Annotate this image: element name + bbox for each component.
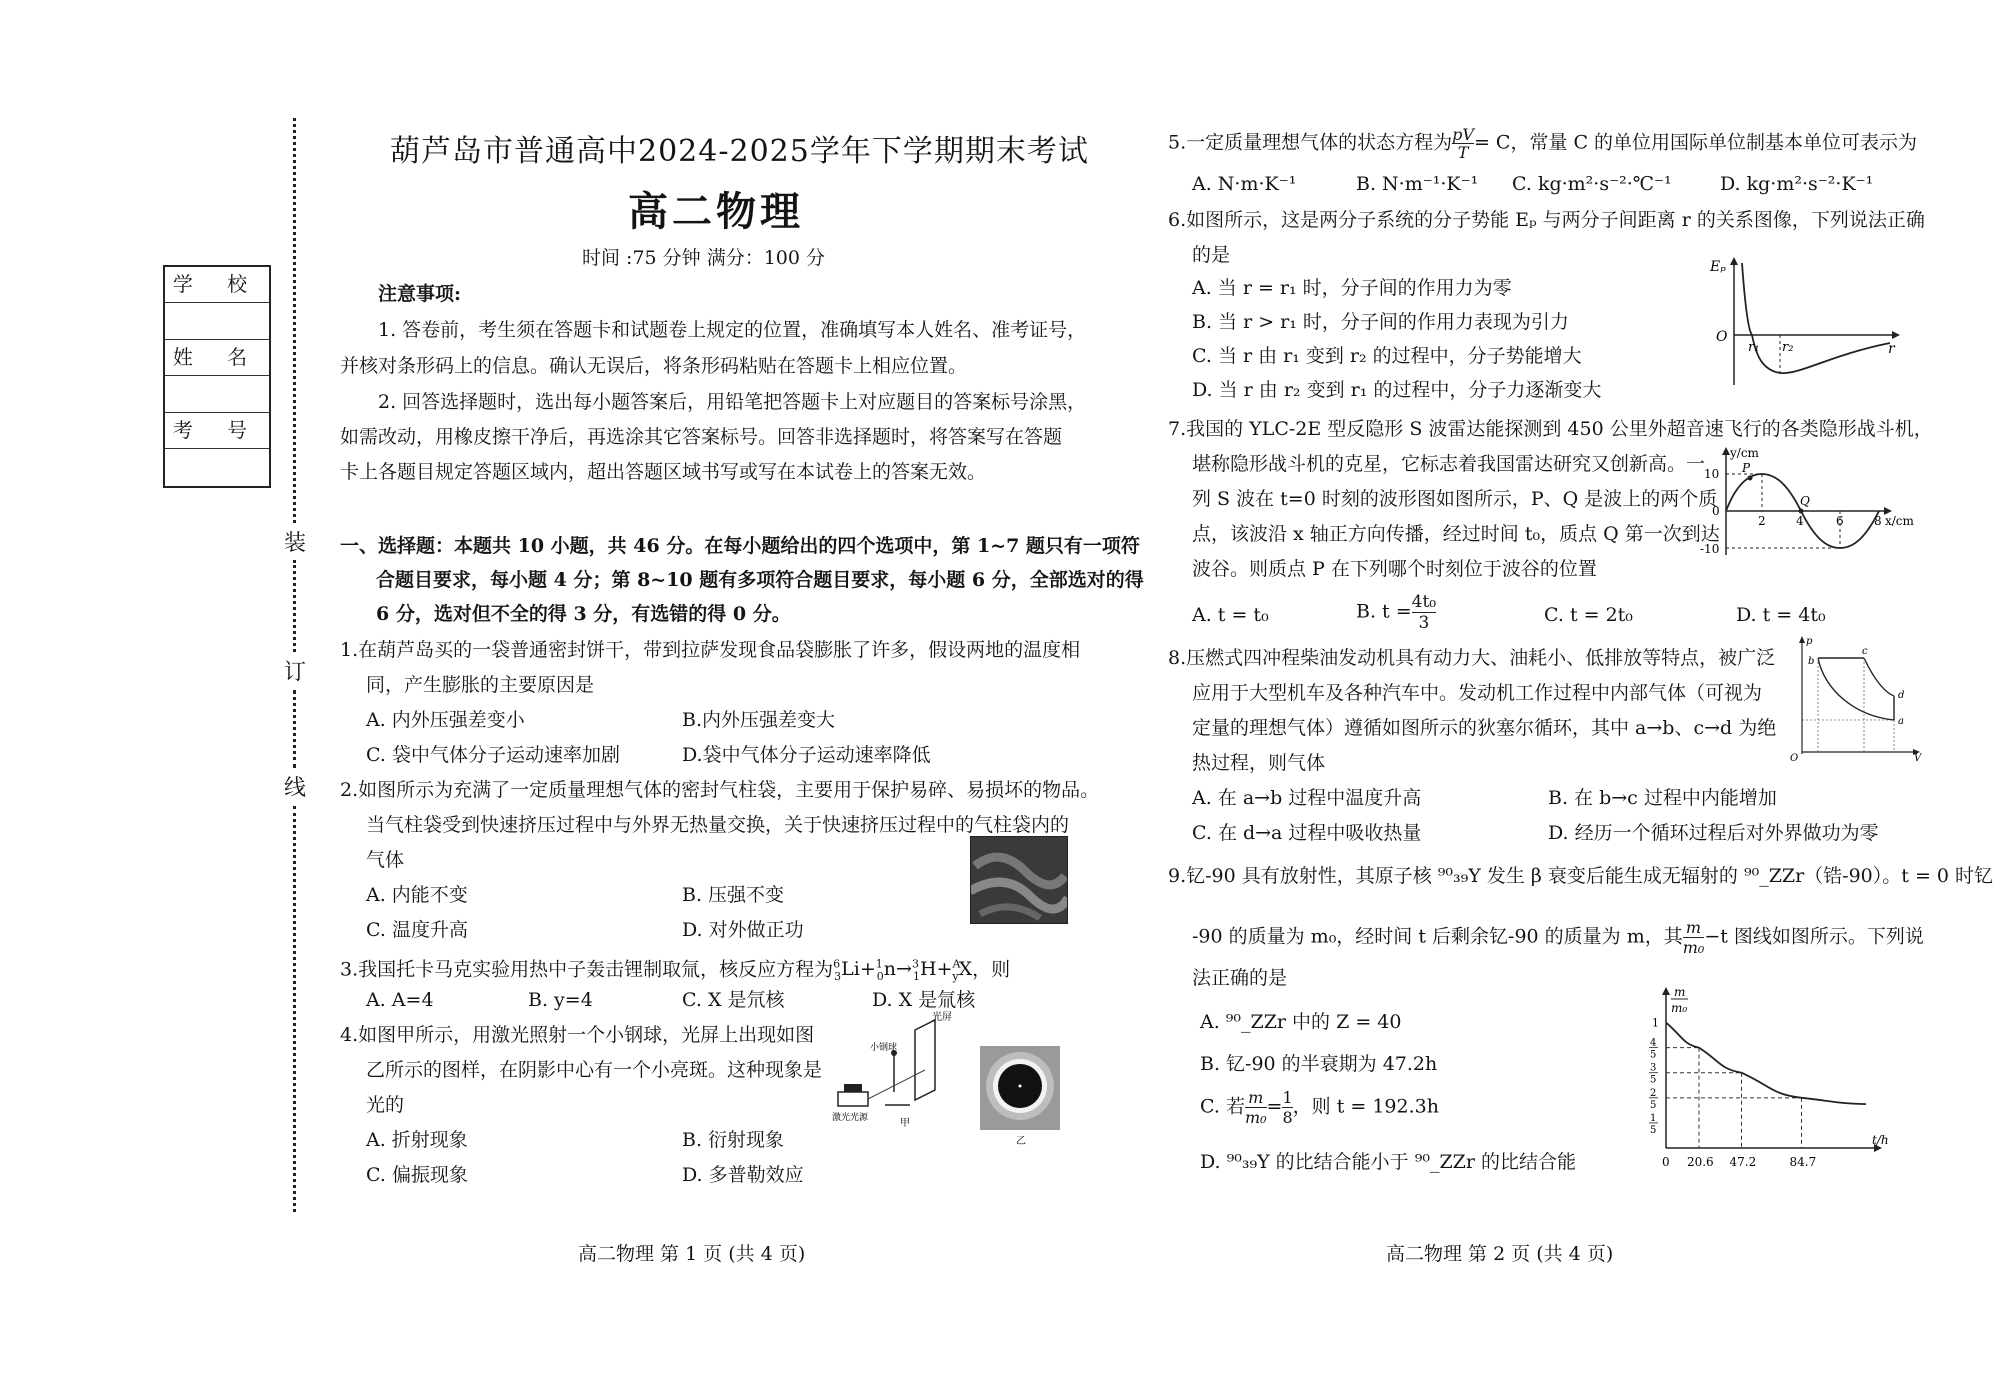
pv-p-label: p — [1806, 636, 1813, 647]
q4-option-a[interactable]: A. 折射现象 — [366, 1129, 468, 1151]
student-info-box — [163, 265, 271, 488]
pv-point-b: b — [1808, 656, 1815, 667]
q3-option-d[interactable]: D. X 是氚核 — [872, 989, 976, 1011]
q7-stem: 列 S 波在 t=0 时刻的波形图如图所示，P、Q 是波上的两个质 — [1192, 488, 1718, 510]
notice-heading: 注意事项: — [378, 283, 462, 305]
q5-frac-rhs: = C — [1473, 131, 1511, 154]
q5-frac-den: T — [1457, 143, 1469, 162]
q5-option-d[interactable]: D. kg·m²·s⁻²·K⁻¹ — [1720, 173, 1874, 195]
pv-origin-label: O — [1790, 753, 1799, 762]
q1-option-b[interactable]: B.内外压强差变大 — [682, 709, 836, 731]
section-line: 合题目要求，每小题 4 分；第 8~10 题有多项符合题目要求，每小题 6 分，全部选对的得 — [376, 569, 1144, 591]
diesel-cycle-graph — [1784, 634, 1924, 762]
q9-stem: 9.钇-90 具有放射性，其原子核 ⁹⁰₃₉Y 发生 β 衰变后能生成无辐射的 ⁹⁰_ZZr（锆-90）。t = 0 时钇 — [1168, 865, 1994, 887]
school-field[interactable] — [165, 303, 269, 340]
laser-setup-figure — [830, 1010, 970, 1130]
decay-ytick-num: 2 — [1650, 1087, 1657, 1099]
q7-stem: 点，该波沿 x 轴正方向传播，经过时间 t₀，质点 Q 第一次到达 — [1192, 523, 1720, 545]
wave-point-p: P — [1742, 461, 1751, 475]
q1-stem: 1.在葫芦岛买的一袋普通密封饼干，带到拉萨发现食品袋膨胀了许多，假设两地的温度相 — [340, 639, 1081, 661]
figure-jia-label: 甲 — [900, 1118, 910, 1129]
decay-graph — [1620, 984, 1890, 1170]
q9-c-post: ，则 t = 192.3h — [1292, 1095, 1439, 1118]
q4-stem: 乙所示的图样，在阴影中心有一个小亮斑。这种现象是 — [366, 1059, 823, 1081]
decay-y-arrow — [1662, 987, 1670, 995]
q7-b-num: 4t₀ — [1411, 592, 1437, 612]
wave-xtick: 6 — [1836, 514, 1844, 528]
decay-ylabel-den: m₀ — [1671, 1001, 1688, 1015]
decay-curve — [1666, 1023, 1866, 1105]
q3-option-b[interactable]: B. y=4 — [528, 989, 593, 1011]
decay-ytick-den: 5 — [1650, 1099, 1657, 1111]
q1-option-d[interactable]: D.袋中气体分子运动速率降低 — [682, 744, 931, 766]
decay-xtick: 20.6 — [1686, 1155, 1714, 1169]
q6-option-b[interactable]: B. 当 r > r₁ 时，分子间的作用力表现为引力 — [1192, 311, 1569, 333]
q2-option-a[interactable]: A. 内能不变 — [366, 884, 468, 906]
notice-line: 卡上各题目规定答题区域内，超出答题区域书写或写在本试卷上的答案无效。 — [340, 461, 987, 483]
q6-option-c[interactable]: C. 当 r 由 r₁ 变到 r₂ 的过程中，分子势能增大 — [1192, 345, 1582, 367]
section-heading: 一、选择题：本题共 10 小题，共 46 分。在每小题给出的四个选项中，第 1~7 题只有一项符 — [340, 535, 1140, 557]
notice-line: 如需改动，用橡皮擦干净后，再选涂其它答案标号。回答非选择题时，将答案写在答题 — [340, 426, 1063, 448]
q2-stem: 气体 — [366, 849, 405, 871]
origin-label: O — [1716, 329, 1728, 345]
q6-option-a[interactable]: A. 当 r = r₁ 时，分子间的作用力为零 — [1192, 277, 1512, 299]
q7-option-a[interactable]: A. t = t₀ — [1192, 604, 1269, 626]
q9-line2-post: −t 图线如图所示。下列说 — [1704, 925, 1924, 948]
wave-ytick: -10 — [1700, 542, 1720, 556]
r1-label: r₁ — [1748, 340, 1760, 355]
q4-stem: 4.如图甲所示，用激光照射一个小钢球，光屏上出现如图 — [340, 1024, 815, 1046]
screen-label: 光屏 — [932, 1012, 952, 1023]
q2-option-c[interactable]: C. 温度升高 — [366, 919, 468, 941]
name-field[interactable] — [165, 376, 269, 413]
q9-option-b[interactable]: B. 钇-90 的半衰期为 47.2h — [1200, 1053, 1438, 1075]
q1-option-a[interactable]: A. 内外压强差变小 — [366, 709, 525, 731]
q3-text: 3.我国托卡马克实验用热中子轰击锂制取氚，核反应方程为 — [340, 958, 834, 981]
q9-c-den: m₀ — [1244, 1108, 1267, 1127]
decay-ytick-den: 5 — [1650, 1124, 1657, 1136]
q8-stem: 定量的理想气体）遵循如图所示的狄塞尔循环，其中 a→b、c→d 为绝 — [1192, 717, 1777, 739]
wave-xtick: 8 — [1874, 514, 1882, 528]
q5-stem — [1168, 126, 1917, 161]
q9-line2-pre: -90 的质量为 m₀，经时间 t 后剩余钇-90 的质量为 m，其 — [1192, 925, 1683, 948]
q7-stem: 7.我国的 YLC-2E 型反隐形 S 波雷达能探测到 450 公里外超音速飞行的各类隐形战斗机， — [1168, 418, 1933, 440]
q3-suffix: ，则 — [972, 958, 1011, 981]
decay-xtick: 0 — [1662, 1155, 1670, 1169]
q5-text-pre: 5.一定质量理想气体的状态方程为 — [1168, 131, 1453, 154]
q3-stem — [340, 953, 1010, 989]
q9-stem-line2 — [1192, 918, 1924, 957]
binding-char-1: 装 — [284, 531, 307, 556]
diffraction-pattern-figure — [980, 1046, 1060, 1130]
q8-option-b[interactable]: B. 在 b→c 过程中内能增加 — [1548, 787, 1777, 809]
school-label: 学 校 — [165, 267, 269, 303]
nuclear-equation: $^6_3$Li+$^1_0$n→$^3_1$H+$^A_y$X — [833, 958, 973, 984]
name-label: 姓 名 — [165, 340, 269, 376]
binding-line-top — [293, 118, 296, 523]
decay-ylabel-num: m — [1674, 985, 1686, 999]
q1-stem: 同，产生膨胀的主要原因是 — [366, 674, 595, 696]
subject-title: 高二物理 — [628, 188, 804, 235]
time-info: 时间 :75 分钟 满分：100 分 — [582, 247, 826, 269]
q9-option-d[interactable]: D. ⁹⁰₃₉Y 的比结合能小于 ⁹⁰_ZZr 的比结合能 — [1200, 1151, 1576, 1173]
binding-line-mid — [293, 560, 296, 652]
exam-number-label: 考 号 — [165, 413, 269, 449]
notice-line: 并核对条形码上的信息。确认无误后，将条形码粘贴在答题卡上相应位置。 — [340, 355, 968, 377]
potential-energy-graph — [1700, 255, 1905, 393]
q8-stem: 热过程，则气体 — [1192, 752, 1326, 774]
decay-ytick-den: 5 — [1650, 1049, 1657, 1061]
q4-option-b[interactable]: B. 衍射现象 — [682, 1129, 785, 1151]
q5-text-post: ，常量 C 的单位用国际单位制基本单位可表示为 — [1510, 131, 1918, 154]
q7-b-den: 3 — [1418, 613, 1430, 633]
binding-line-low — [293, 690, 296, 768]
figure-yi-label: 乙 — [1016, 1136, 1026, 1147]
q7-b-pre: B. t = — [1356, 600, 1412, 623]
q9-option-c[interactable] — [1200, 1088, 1439, 1127]
decay-ytick-num: 1 — [1650, 1112, 1657, 1124]
notice-line: 1. 答卷前，考生须在答题卡和试题卷上规定的位置，准确填写本人姓名、准考证号， — [378, 319, 1087, 341]
pv-v-label: V — [1914, 753, 1922, 762]
steel-ball-label: 小钢球 — [870, 1043, 898, 1053]
wave-ytick: 10 — [1704, 467, 1720, 481]
q8-option-d[interactable]: D. 经历一个循环过程后对外界做功为零 — [1548, 822, 1879, 844]
q9-c-pre: C. 若 — [1200, 1095, 1245, 1118]
q7-option-d[interactable]: D. t = 4t₀ — [1736, 604, 1826, 626]
q2-stem: 当气柱袋受到快速挤压过程中与外界无热量交换，关于快速挤压过程中的气柱袋内的 — [366, 814, 1070, 836]
page1-footer: 高二物理 第 1 页 (共 4 页) — [578, 1243, 806, 1265]
section-line: 6 分，选对但不全的得 3 分，有选错的得 0 分。 — [376, 603, 791, 625]
q4-option-c[interactable]: C. 偏振现象 — [366, 1164, 468, 1186]
q8-stem: 8.压燃式四冲程柴油发动机具有动力大、油耗小、低排放等特点，被广泛 — [1168, 647, 1776, 669]
air-column-bag-photo — [970, 836, 1068, 924]
decay-xtick: 47.2 — [1729, 1155, 1757, 1169]
q1-option-c[interactable]: C. 袋中气体分子运动速率加剧 — [366, 744, 620, 766]
wave-y-axis-label: y/cm — [1730, 446, 1759, 460]
decay-ytick: 1 — [1652, 1016, 1659, 1030]
decay-ytick-num: 4 — [1650, 1037, 1657, 1049]
q5-frac-num: pV — [1452, 125, 1474, 144]
q2-stem: 2.如图所示为充满了一定质量理想气体的密封气柱袋，主要用于保护易碎、易损坏的物品。 — [340, 779, 1100, 801]
q3-option-c[interactable]: C. X 是氘核 — [682, 989, 785, 1011]
wave-x-axis-label: x/cm — [1885, 514, 1914, 528]
laser-source-label: 激光光源 — [832, 1113, 869, 1123]
q6-stem: 6.如图所示，这是两分子系统的分子势能 Eₚ 与两分子间距离 r 的关系图像，下列说法正确 — [1168, 209, 1925, 231]
pv-point-d: d — [1898, 690, 1905, 701]
q4-stem: 光的 — [366, 1094, 405, 1116]
q7-option-c[interactable]: C. t = 2t₀ — [1544, 604, 1633, 626]
q7-stem: 堪称隐形战斗机的克星，它标志着我国雷达研究又创新高。一 — [1192, 453, 1706, 475]
decay-ytick-num: 3 — [1650, 1062, 1657, 1074]
binding-line-bottom — [293, 806, 296, 1212]
q2-option-d[interactable]: D. 对外做正功 — [682, 919, 804, 941]
q9-c-num2: 1 — [1282, 1088, 1293, 1107]
binding-char-3: 线 — [284, 776, 307, 801]
binding-char-2: 订 — [284, 660, 307, 685]
r-axis-label: r — [1888, 341, 1895, 357]
wave-xtick: 4 — [1796, 514, 1804, 528]
q5-option-a[interactable]: A. N·m·K⁻¹ — [1192, 173, 1297, 195]
q7-option-b[interactable] — [1356, 592, 1436, 633]
q5-option-b[interactable]: B. N·m⁻¹·K⁻¹ — [1356, 173, 1479, 195]
pv-point-a: a — [1898, 716, 1904, 727]
q9-frac-num: m — [1683, 918, 1705, 938]
pv-point-c: c — [1862, 646, 1868, 657]
q9-c-num: m — [1245, 1088, 1267, 1108]
r2-label: r₂ — [1782, 340, 1794, 355]
decay-ytick-den: 5 — [1650, 1074, 1657, 1086]
decay-xtick: 84.7 — [1789, 1155, 1817, 1169]
page2-footer: 高二物理 第 2 页 (共 4 页) — [1386, 1243, 1614, 1265]
q2-option-b[interactable]: B. 压强不变 — [682, 884, 785, 906]
wave-point-q: Q — [1800, 494, 1810, 508]
exam-title: 葫芦岛市普通高中2024-2025学年下学期期末考试 — [390, 134, 1089, 169]
notice-line: 2. 回答选择题时，选出每小题答案后，用铅笔把答题卡上对应题目的答案标号涂黑， — [378, 391, 1087, 413]
q8-option-c[interactable]: C. 在 d→a 过程中吸收热量 — [1192, 822, 1422, 844]
q9-frac-den: m₀ — [1682, 938, 1705, 957]
ep-axis-label: Eₚ — [1710, 259, 1726, 275]
q9-c-den2: 8 — [1282, 1108, 1293, 1127]
exam-number-field[interactable] — [165, 449, 269, 485]
q7-stem: 波谷。则质点 P 在下列哪个时刻位于波谷的位置 — [1192, 558, 1597, 580]
q6-option-d[interactable]: D. 当 r 由 r₂ 变到 r₁ 的过程中，分子力逐渐变大 — [1192, 379, 1602, 401]
wave-xtick: 2 — [1758, 514, 1766, 528]
wave-ytick: 0 — [1712, 504, 1720, 518]
q9-c-mid: = — [1266, 1095, 1283, 1118]
q8-option-a[interactable]: A. 在 a→b 过程中温度升高 — [1192, 787, 1422, 809]
q6-stem: 的是 — [1192, 244, 1231, 266]
q8-stem: 应用于大型机车及各种汽车中。发动机工作过程中内部气体（可视为 — [1192, 682, 1763, 704]
q4-option-d[interactable]: D. 多普勒效应 — [682, 1164, 804, 1186]
wave-graph — [1690, 445, 1930, 560]
q3-option-a[interactable]: A. A=4 — [366, 989, 434, 1011]
q9-stem: 法正确的是 — [1192, 967, 1288, 989]
q5-option-c[interactable]: C. kg·m²·s⁻²·℃⁻¹ — [1512, 173, 1672, 195]
q9-option-a[interactable]: A. ⁹⁰_ZZr 中的 Z = 40 — [1200, 1011, 1402, 1033]
decay-xlabel: t/h — [1872, 1133, 1889, 1147]
